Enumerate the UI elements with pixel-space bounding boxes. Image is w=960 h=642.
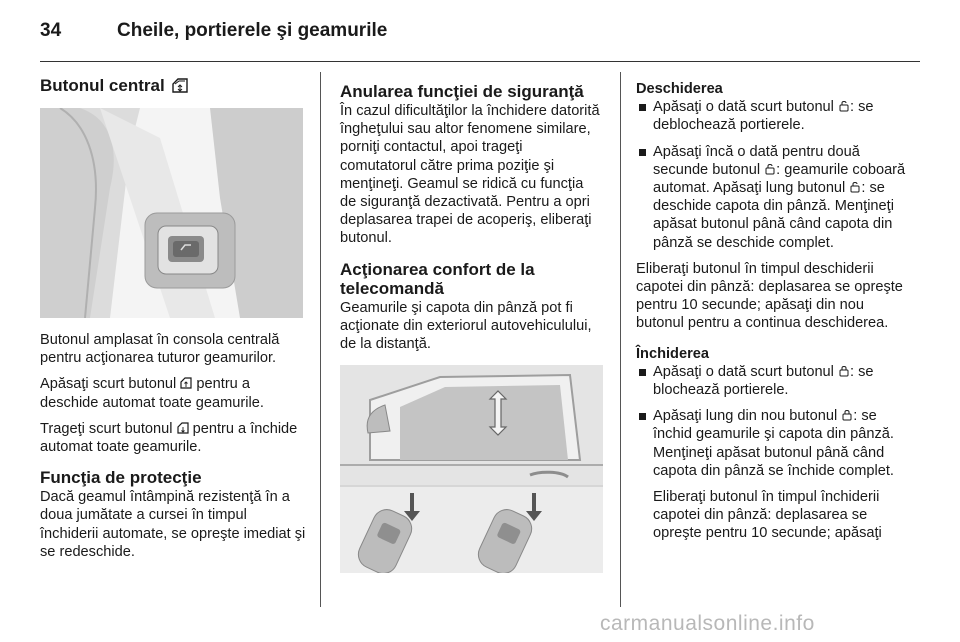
center-console-illustration bbox=[40, 108, 303, 318]
paragraph: Apăsaţi scurt butonul pentru a deschide automat toate geamurile. bbox=[40, 376, 264, 411]
page-number: 34 bbox=[40, 20, 62, 41]
paragraph: Eliberaţi butonul în timpul închiderii capotei din pânză: deplasarea se opreşte pentru 10 secunde; apăsaţi bbox=[653, 489, 882, 542]
lock-icon bbox=[841, 409, 853, 421]
page-title: Cheile, portierele şi geamurile bbox=[117, 20, 388, 41]
column-2 bbox=[340, 82, 602, 573]
section-heading-central-button: Butonul central bbox=[40, 76, 308, 95]
window-switch-icon bbox=[177, 422, 189, 434]
section-heading-safety-override: Anularea funcţiei de siguranţă bbox=[340, 82, 584, 101]
section-heading-remote-comfort: Acţionarea confort de la telecomandă bbox=[340, 259, 535, 298]
paragraph: Butonul amplasat în consola centrală pentru acţionarea tuturor geamurilor. bbox=[40, 332, 280, 367]
column-1 bbox=[40, 76, 308, 569]
unlock-icon bbox=[764, 163, 776, 175]
unlock-icon bbox=[838, 100, 850, 112]
remote-window-illustration bbox=[340, 365, 603, 573]
paragraph: Eliberaţi butonul în timpul deschiderii capotei din pânză: deplasarea se opreşte pentru 10 secunde; apăsaţi din nou butonul pentru a continua deschiderea. bbox=[636, 260, 903, 332]
paragraph: Trageţi scurt butonul pentru a închide automat toate geamurile. bbox=[40, 420, 298, 456]
window-switch-icon bbox=[180, 377, 192, 389]
section-heading-opening: Deschiderea bbox=[636, 81, 723, 97]
watermark: carmanualsonline.info bbox=[600, 612, 815, 635]
lock-icon bbox=[838, 365, 850, 377]
header-rule bbox=[40, 61, 920, 62]
unlock-icon bbox=[849, 181, 861, 193]
section-heading-protection: Funcţia de protecţie bbox=[40, 468, 202, 488]
window-switch-icon bbox=[172, 78, 188, 93]
paragraph: În cazul dificultăţilor la închidere datorită îngheţului sau altor fenomene similare, porniţi contactul, apoi trageţi comutatorul către prima poziţie şi menţineţi. Geamul se ridică cu funcţia de siguranţă dezactivată. Pentru a opri deplasarea trapei de acoperiş, eliberaţi butonul. bbox=[340, 103, 600, 247]
column-divider bbox=[320, 72, 321, 607]
list-item: Apăsaţi o dată scurt butonul : se deblochează portierele. bbox=[636, 98, 912, 134]
list-item: Apăsaţi lung din nou butonul : se închid geamurile şi capota din pânză. Menţineţi apăsat butonul până când capota din pânză se închide complet. bbox=[636, 407, 912, 480]
paragraph: Dacă geamul întâmpină rezistenţă în a doua jumătate a cursei în timpul închiderii automate, se opreşte imediat şi se redeschide. bbox=[40, 489, 306, 560]
list-item: Apăsaţi o dată scurt butonul : se blochează portierele. bbox=[636, 363, 912, 399]
paragraph: Geamurile şi capota din pânză pot fi acţionate din exteriorul autovehiculului, de la distanţă. bbox=[340, 299, 592, 353]
list-item: Apăsaţi încă o dată pentru două secunde butonul : geamurile coboară automat. Apăsaţi lung butonul : se deschide capota din pânză. Menţineţi apăsat butonul până când capota din pânză se deschide complet. bbox=[636, 143, 912, 252]
column-3 bbox=[636, 80, 912, 551]
section-heading-closing: Închiderea bbox=[636, 345, 709, 362]
column-divider bbox=[620, 72, 621, 607]
